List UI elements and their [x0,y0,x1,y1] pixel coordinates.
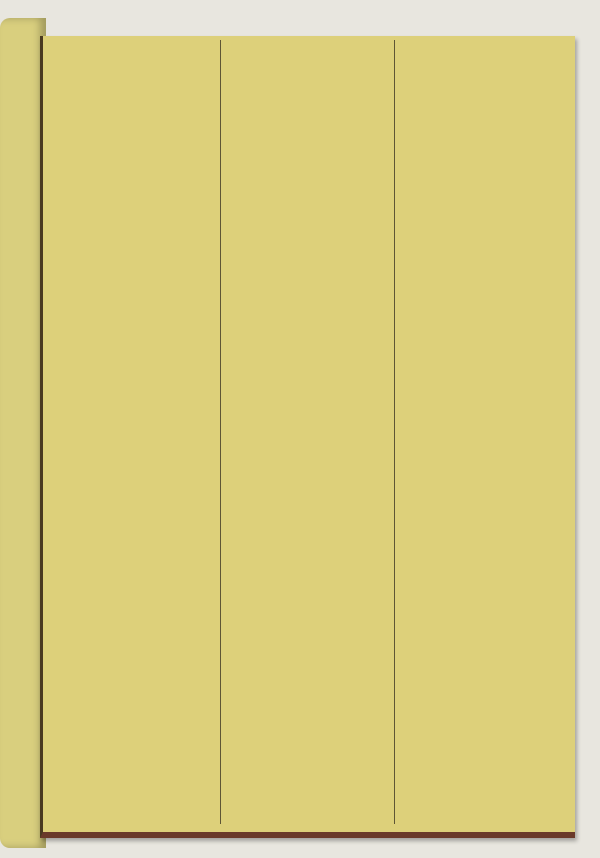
column-right [399,40,567,824]
column-middle [225,40,391,824]
column-rule [220,40,221,824]
column-left [57,40,217,824]
newspaper-page [40,36,575,838]
column-rule [394,40,395,824]
